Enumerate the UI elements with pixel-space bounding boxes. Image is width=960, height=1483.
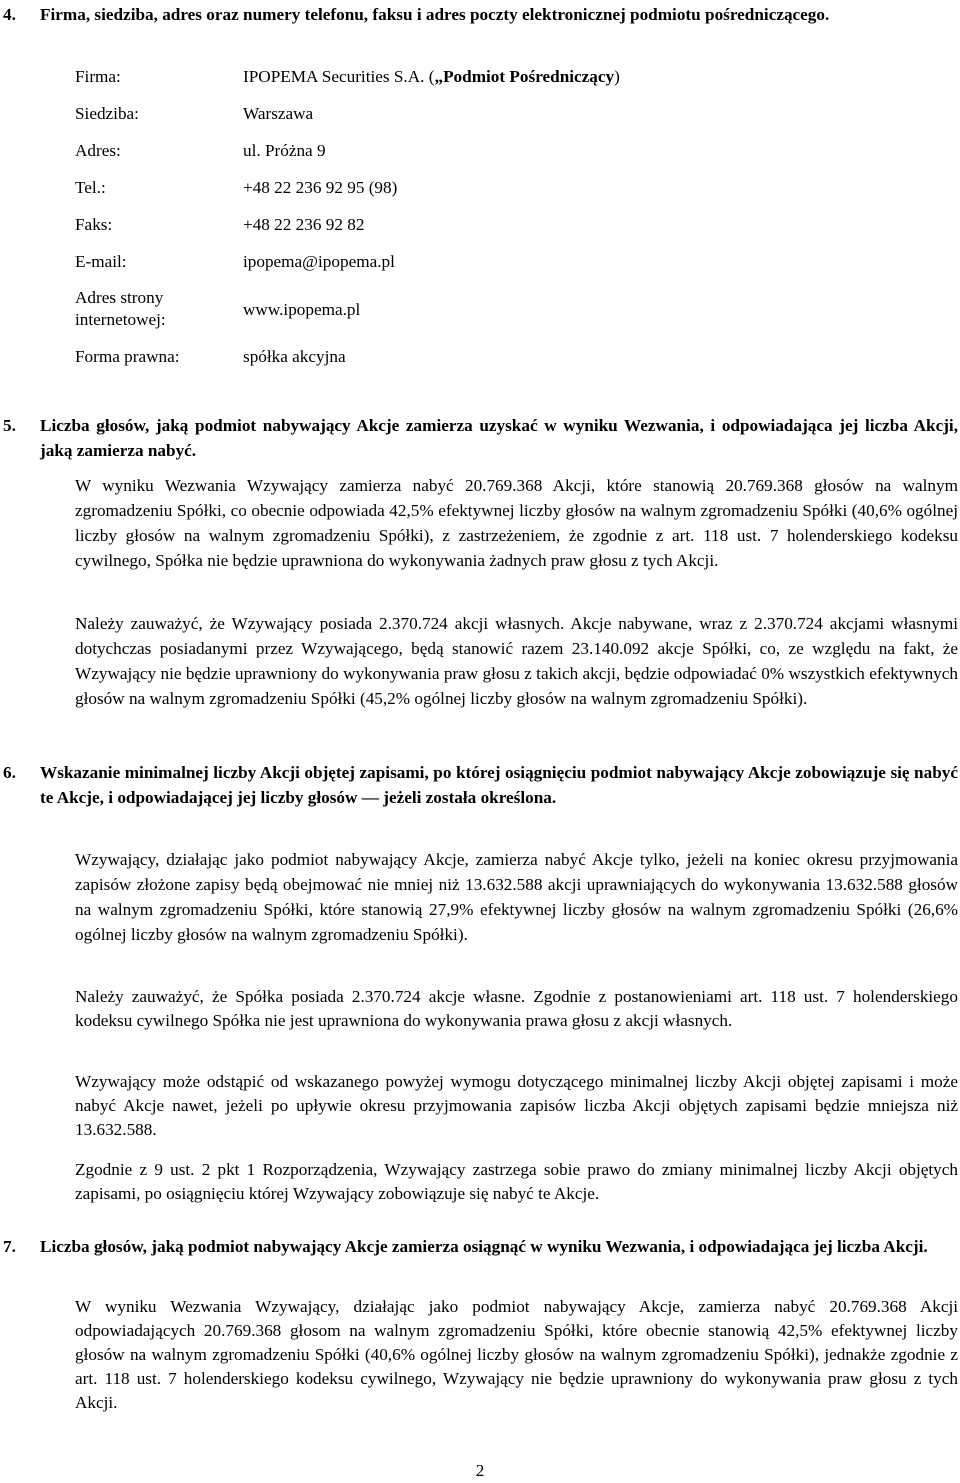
section-5-heading: [0, 413, 958, 463]
section-5-paragraph: W wyniku Wezwania Wzywający zamierza nabyć 20.769.368 Akcji, które stanowią 20.769.368 głosów na walnym zgromadzeniu Spółki, co obecnie odpowiada 42,5% efektywnej liczby głosów na walnym zgromadzeniu Spółki (40,6% ogólnej liczby głosów na walnym zgromadzeniu Spółki), z zastrzeżeniem, że zgodnie z art. 118 ust. 7 holenderskiego kodeksu cywilnego, Spółka nie będzie uprawniona do wykonywania żadnych praw głosu z tych Akcji.: [75, 476, 958, 570]
section-7-heading: [0, 1234, 958, 1259]
info-value: spółka akcyjna: [243, 347, 346, 366]
section-5-paragraph: Należy zauważyć, że Wzywający posiada 2.370.724 akcji własnych. Akcje nabywane, wraz z 2.370.724 akcjami własnymi dotychczas posiadanymi przez Wzywającego, będą stanowić razem 23.140.092 akcje Spółki, co, ze względu na fakt, że Wzywający nie będzie uprawniony do wykonywania praw głosu z takich akcji, będzie odpowiadać 0% wszystkich efektywnych głosów na walnym zgromadzeniu Spółki (45,2% ogólnej liczby głosów na walnym zgromadzeniu Spółki).: [75, 614, 958, 708]
section-6-title: Wskazanie minimalnej liczby Akcji objętej zapisami, po której osiągnięciu podmiot nabywający Akcje zobowiązuje się nabyć te Akcje, i odpowiadającej jej liczby głosów — jeżeli została określona.: [40, 763, 958, 807]
section-6-paragraph: Wzywający może odstąpić od wskazanego powyżej wymogu dotyczącego minimalnej liczby Akcji objętej zapisami i może nabyć Akcje nawet, jeżeli po upływie okresu przyjmowania zapisów liczba Akcji objętych zapisami będzie mniejsza niż 13.632.588.: [75, 1072, 958, 1139]
section-4-number: 4.: [3, 5, 16, 24]
info-row-siedziba: [75, 95, 620, 132]
firma-suffix: ): [614, 67, 620, 86]
section-6-heading: [0, 760, 958, 810]
info-row-forma: [75, 338, 620, 375]
info-row-www: [75, 280, 620, 338]
section-4-heading: [0, 2, 958, 27]
info-label: Adres:: [75, 141, 121, 160]
section-4-title: Firma, siedziba, adres oraz numery telefonu, faksu i adres poczty elektronicznej podmiotu pośredniczącego.: [40, 5, 830, 24]
info-row-tel: [75, 169, 620, 206]
info-row-faks: [75, 206, 620, 243]
section-6-paragraph: Wzywający, działając jako podmiot nabywający Akcje, zamierza nabyć Akcje tylko, jeżeli na koniec okresu przyjmowania zapisów złożone zapisy będą obejmować nie mniej niż 13.632.588 akcji uprawniających do wykonywania 13.632.588 głosów na walnym zgromadzeniu Spółki, które stanowią 27,9% efektywnej liczby głosów na walnym zgromadzeniu Spółki (26,6% ogólnej liczby głosów na walnym zgromadzeniu Spółki).: [75, 850, 958, 944]
info-label-line2: internetowej:: [75, 310, 166, 329]
info-label: Siedziba:: [75, 104, 139, 123]
info-label: Faks:: [75, 215, 113, 234]
section-6-paragraph: Zgodnie z 9 ust. 2 pkt 1 Rozporządzenia, Wzywający zastrzega sobie prawo do zmiany minimalnej liczby Akcji objętych zapisami, po osiągnięciu której Wzywający zobowiązuje się nabyć te Akcje.: [75, 1160, 958, 1203]
section-6-paragraph: Należy zauważyć, że Spółka posiada 2.370.724 akcje własne. Zgodnie z postanowieniami art. 118 ust. 7 holenderskiego kodeksu cywilnego Spółka nie jest uprawniona do wykonywania prawa głosu z akcji własnych.: [75, 987, 958, 1030]
info-value: ul. Próżna 9: [243, 141, 326, 160]
section-7-paragraph: W wyniku Wezwania Wzywający, działając jako podmiot nabywający Akcje, zamierza nabyć 20.769.368 Akcji odpowiadających 20.769.368 głosom na walnym zgromadzeniu Spółki, które obecnie stanowią 42,5% efektywnej liczby głosów na walnym zgromadzeniu Spółki (40,6% ogólnej liczby głosów na walnym zgromadzeniu Spółki), jednakże zgodnie z art. 118 ust. 7 holenderskiego kodeksu cywilnego, Wzywający nie będzie uprawniony do wykonywania praw głosu z tych Akcji.: [75, 1297, 958, 1412]
info-value: ipopema@ipopema.pl: [243, 252, 395, 271]
info-label: [75, 280, 243, 338]
section-7-number: 7.: [3, 1237, 16, 1256]
info-row-email: [75, 243, 620, 280]
info-label: Forma prawna:: [75, 347, 180, 366]
section-5-title: Liczba głosów, jaką podmiot nabywający Akcje zamierza uzyskać w wyniku Wezwania, i odpowiadająca jej liczba Akcji, jaką zamierza nabyć.: [40, 416, 958, 460]
info-row-firma: [75, 58, 620, 95]
info-label: E-mail:: [75, 252, 127, 271]
info-row-adres: [75, 132, 620, 169]
section-5-number: 5.: [3, 416, 16, 435]
info-value: [243, 58, 620, 95]
info-value: +48 22 236 92 95 (98): [243, 178, 398, 197]
section-7-title: Liczba głosów, jaką podmiot nabywający Akcje zamierza osiągnąć w wyniku Wezwania, i odpowiadająca jej liczba Akcji.: [40, 1237, 928, 1256]
info-value: +48 22 236 92 82: [243, 215, 365, 234]
info-value: Warszawa: [243, 104, 314, 123]
info-label-line1: Adres strony: [75, 288, 164, 307]
info-value: www.ipopema.pl: [243, 299, 361, 319]
page-number: 2: [475, 1461, 485, 1480]
firma-alias: „Podmiot Pośredniczący: [434, 67, 615, 86]
section-6-number: 6.: [3, 763, 16, 782]
info-label: Tel.:: [75, 178, 106, 197]
intermediary-info-table: [75, 58, 620, 375]
firma-name: IPOPEMA Securities S.A. (: [243, 67, 435, 86]
info-label: Firma:: [75, 67, 121, 86]
